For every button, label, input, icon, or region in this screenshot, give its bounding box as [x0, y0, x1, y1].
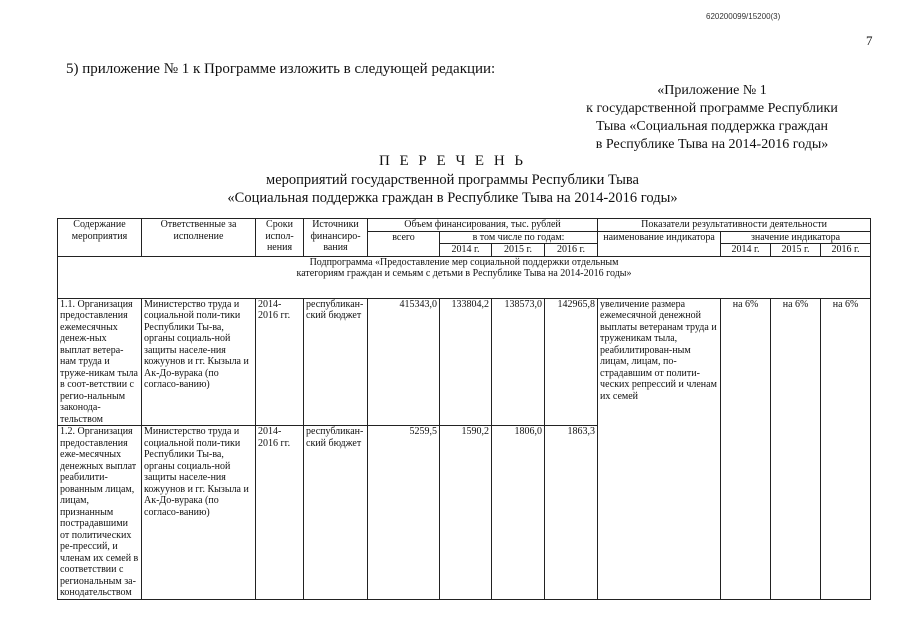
header-indicator-name: наименование индикатора — [598, 231, 721, 256]
measures-table — [57, 218, 871, 600]
header-ind-year-2014: 2014 г. — [721, 244, 771, 257]
row-responsible: Министерство труда и социальной поли-тики Республики Ты-ва, органы социаль-ной защиты населе-ния кожуунов и гг. Кызыла и Ак-До-вурака (по согласо-ванию) — [142, 298, 256, 426]
appendix-line-2: к государственной программе Республики — [586, 101, 838, 116]
row-total: 415343,0 — [368, 298, 440, 426]
appendix-caption — [552, 82, 872, 154]
document-subtitle-2: «Социальная поддержка граждан в Республике Тыва на 2014-2016 годы» — [227, 190, 678, 206]
header-indicators: Показатели результативности деятельности — [598, 219, 871, 232]
row-2014: 1590,2 — [440, 426, 492, 600]
subprogram-line-1: Подпрограмма «Предоставление мер социальной поддержки отдельным — [309, 256, 619, 268]
appendix-line-4: в Республике Тыва на 2014-2016 годы» — [595, 137, 829, 152]
row-2015: 138573,0 — [492, 298, 545, 426]
intro-text: 5) приложение № 1 к Программе изложить в следующей редакции: — [66, 61, 496, 77]
header-sources: Источники финансиро-вания — [304, 219, 368, 257]
header-year-2015: 2015 г. — [492, 244, 545, 257]
appendix-line-3: Тыва «Социальная поддержка граждан — [595, 119, 829, 134]
header-content: Содержание мероприятия — [58, 219, 142, 257]
row-terms: 2014-2016 гг. — [256, 298, 304, 426]
appendix-line-1: «Приложение № 1 — [657, 83, 767, 98]
row-terms: 2014-2016 гг. — [256, 426, 304, 600]
header-funding: Объем финансирования, тыс. рублей — [368, 219, 598, 232]
row-total: 5259,5 — [368, 426, 440, 600]
header-total: всего — [368, 231, 440, 256]
row-indicator: увеличение размера ежемесячной денежной выплаты ветеранам труда и труженикам тыла, реабилитирован-ным лицам, лицам, по-страдавшим от полити-ческих репрессий и членам их семей — [598, 298, 721, 599]
document-code: 620200099/15200(3) — [706, 12, 781, 21]
header-ind-year-2016: 2016 г. — [821, 244, 871, 257]
header-including: в том числе по годам: — [440, 231, 598, 244]
row-2016: 142965,8 — [545, 298, 598, 426]
row-source: республикан-ский бюджет — [304, 426, 368, 600]
page-number: 7 — [866, 33, 873, 48]
subprogram-row — [58, 256, 871, 298]
document-subtitle-1: мероприятий государственной программы Республики Тыва — [266, 172, 639, 188]
row-ind-2015: на 6% — [771, 298, 821, 599]
header-year-2014: 2014 г. — [440, 244, 492, 257]
row-2015: 1806,0 — [492, 426, 545, 600]
row-ind-2016: на 6% — [821, 298, 871, 599]
row-2014: 133804,2 — [440, 298, 492, 426]
row-2016: 1863,3 — [545, 426, 598, 600]
document-title: П Е Р Е Ч Е Н Ь — [378, 153, 527, 169]
header-responsible: Ответственные за исполнение — [142, 219, 256, 257]
subprogram-line-2: категориям граждан и семьям с детьми в Республике Тыва на 2014-2016 годы» — [296, 268, 632, 279]
row-content: 1.2. Организация предоставления еже-месячных денежных выплат реабилити-рованным лицам, лицам, признанным пострадавшими от политических ре-прессий, и членам их семей в соответствии с региональным за-конодательством — [58, 426, 142, 600]
row-ind-2014: на 6% — [721, 298, 771, 599]
row-content: 1.1. Организация предоставления ежемесячных денеж-ных выплат ветера-нам труда и труже-никам тыла в соот-ветствии с регио-нальным законода-тельством — [58, 298, 142, 426]
header-terms: Сроки испол-нения — [256, 219, 304, 257]
header-year-2016: 2016 г. — [545, 244, 598, 257]
table-row — [58, 298, 871, 426]
header-ind-year-2015: 2015 г. — [771, 244, 821, 257]
header-indicator-value: значение индикатора — [721, 231, 871, 244]
row-responsible: Министерство труда и социальной поли-тики Республики Ты-ва, органы социаль-ной защиты населе-ния кожуунов и гг. Кызыла и Ак-До-вурака (по согласо-ванию) — [142, 426, 256, 600]
row-source: республикан-ский бюджет — [304, 298, 368, 426]
